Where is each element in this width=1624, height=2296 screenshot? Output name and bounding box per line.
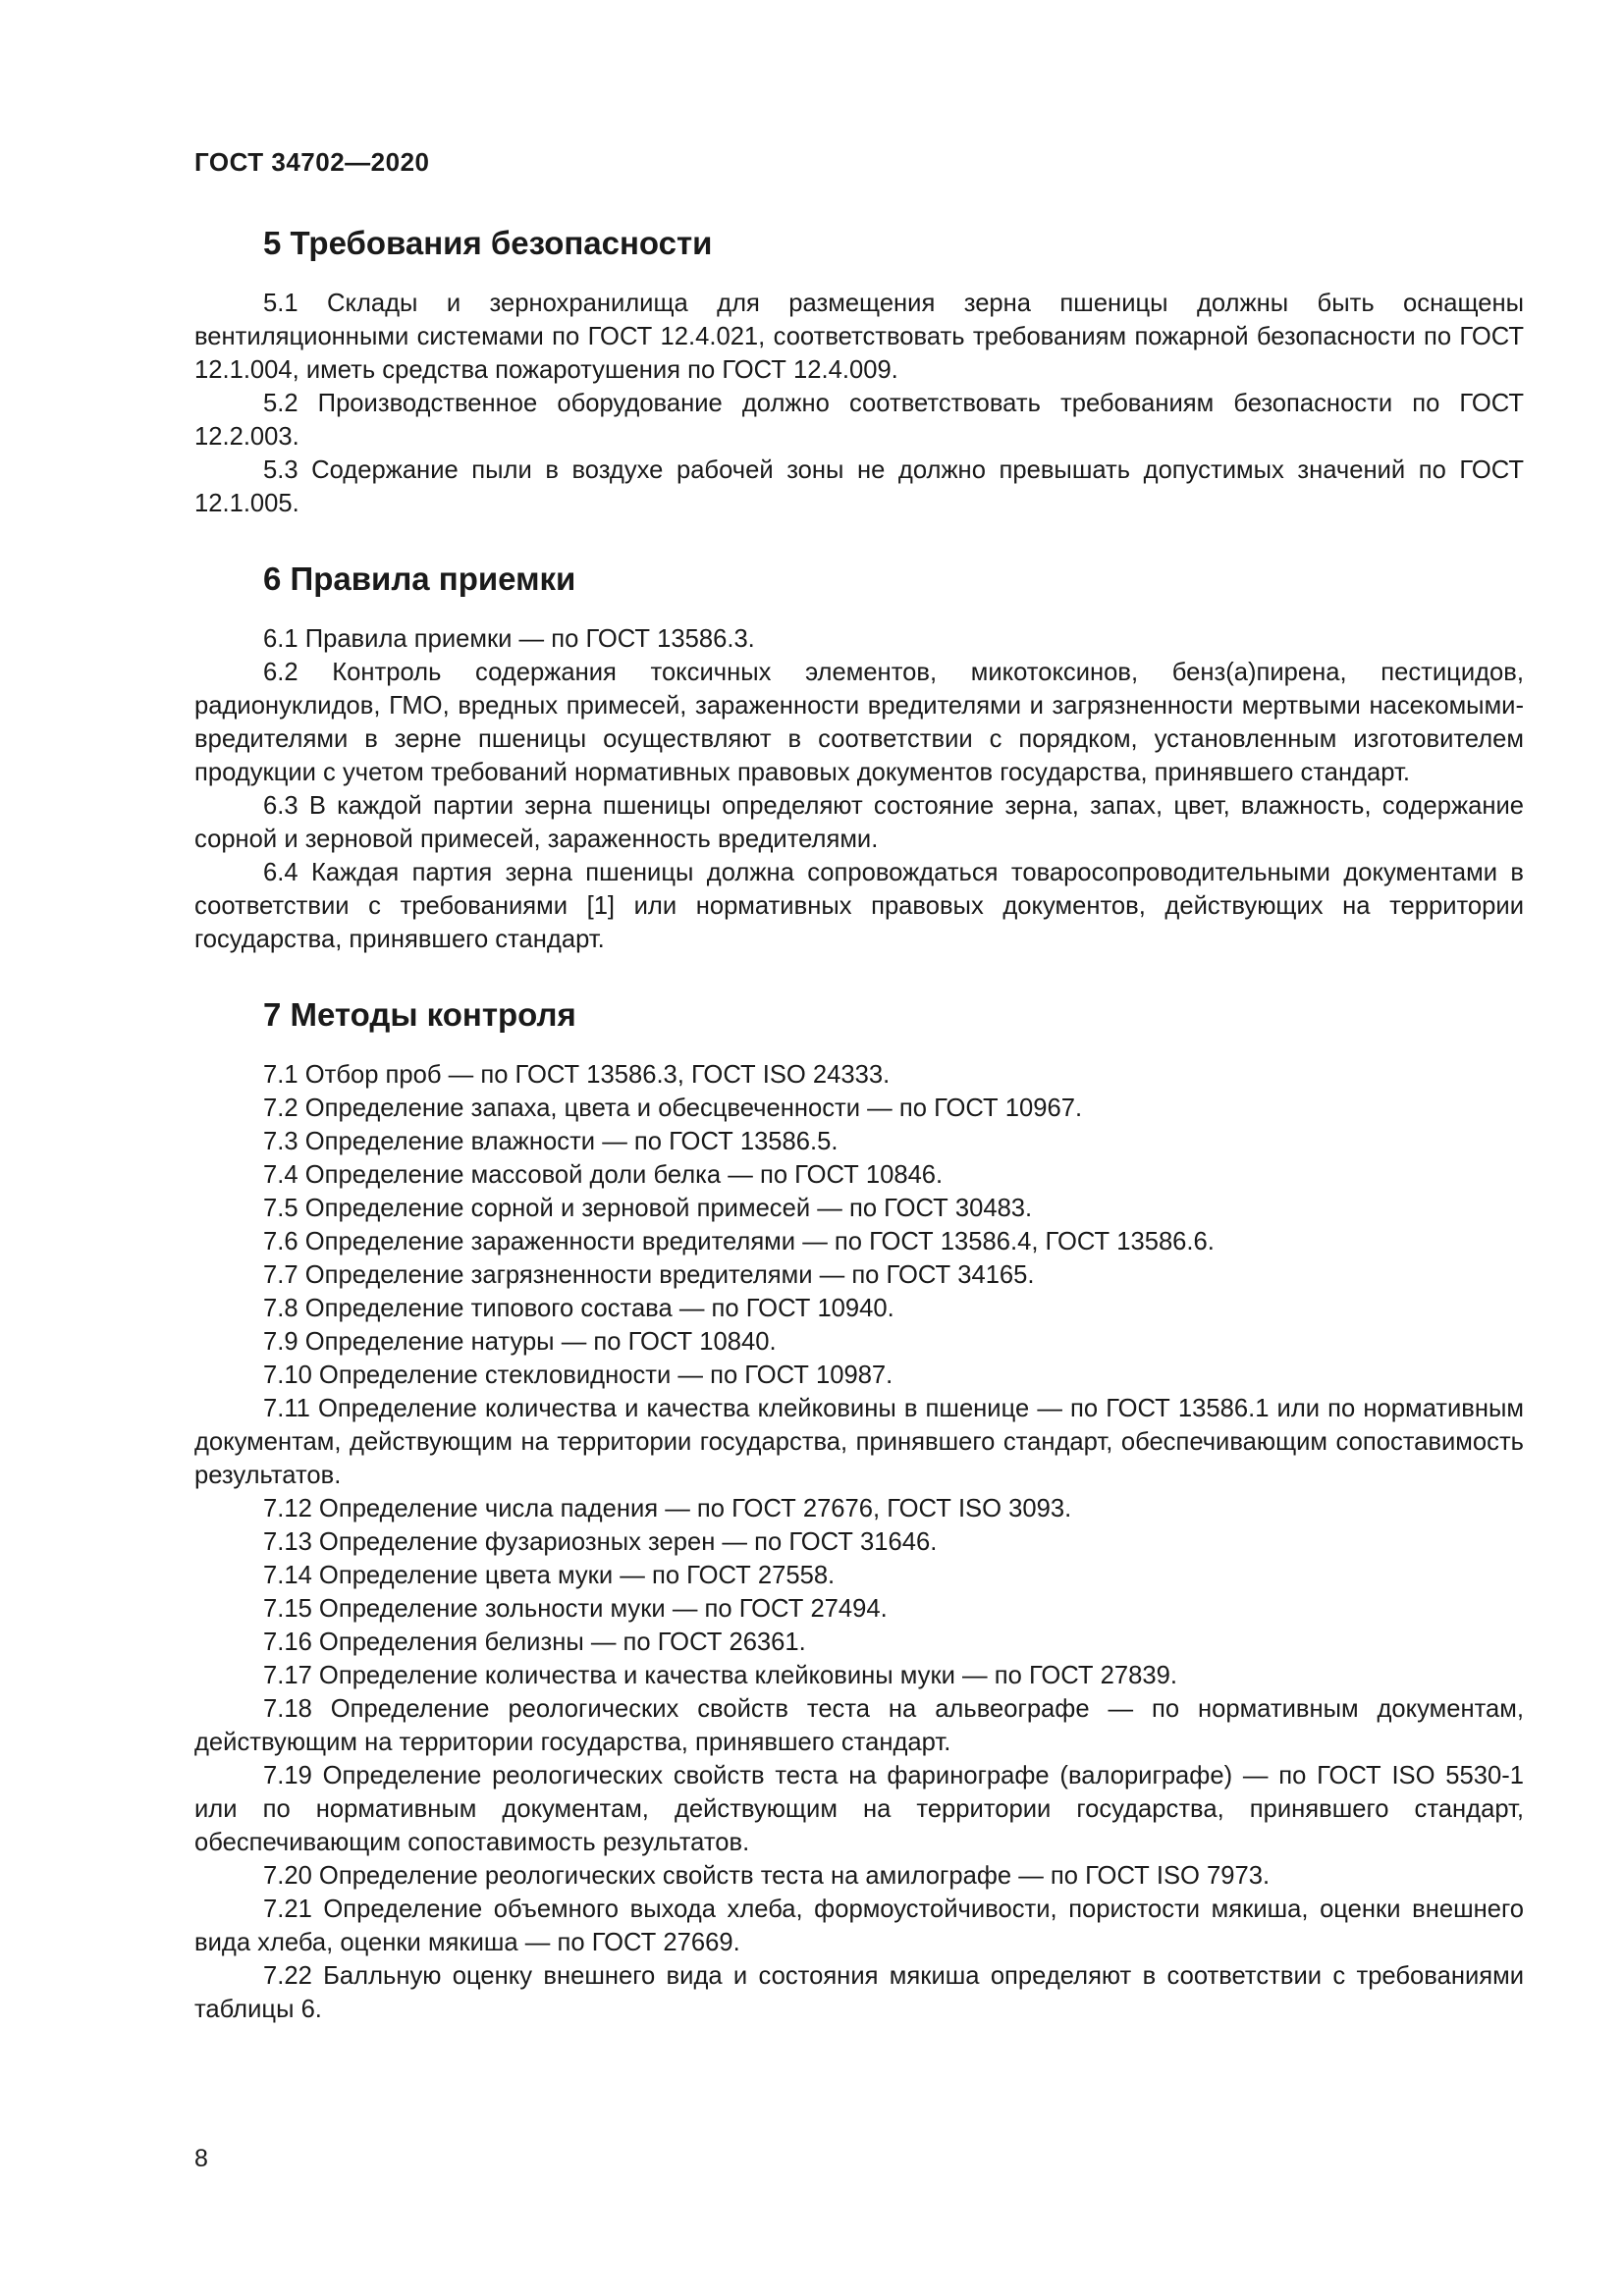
paragraph: 7.6 Определение зараженности вредителями — по ГОСТ 13586.4, ГОСТ 13586.6.: [263, 1228, 1215, 1255]
document-body: [194, 224, 1524, 2065]
section-6-acceptance: [194, 560, 1524, 956]
paragraph: 7.8 Определение типового состава — по ГОСТ 10940.: [263, 1295, 894, 1322]
paragraph: 7.2 Определение запаха, цвета и обесцвеченности — по ГОСТ 10967.: [263, 1095, 1083, 1122]
paragraph: 7.17 Определение количества и качества клейковины муки — по ГОСТ 27839.: [263, 1662, 1177, 1689]
paragraph: 6.2 Контроль содержания токсичных элементов, микотоксинов, бенз(а)пирена, пестицидов, радионуклидов, ГМО, вредных примесей, зараженности вредителями и загрязненности мертвыми насекомыми-вредителями в зерне пшеницы осуществляют в соответствии с порядком, установленным изготовителем продукции с учетом требований нормативных правовых документов государства, принявшего стандарт.: [194, 659, 1524, 786]
paragraph: 7.4 Определение массовой доли белка — по ГОСТ 10846.: [263, 1161, 944, 1189]
paragraph: 7.3 Определение влажности — по ГОСТ 13586.5.: [263, 1128, 839, 1155]
paragraph: 6.3 В каждой партии зерна пшеницы определяют состояние зерна, запах, цвет, влажность, содержание сорной и зерновой примесей, зараженность вредителями.: [194, 792, 1524, 853]
paragraph: 6.4 Каждая партия зерна пшеницы должна сопровождаться товаросопроводительными документами в соответствии с требованиями [1] или нормативных правовых документов, действующих на территории государства, принявшего стандарт.: [194, 859, 1524, 953]
paragraph: 7.15 Определение зольности муки — по ГОСТ 27494.: [263, 1595, 888, 1623]
section-title: 5 Требования безопасности: [263, 225, 713, 261]
paragraph: 6.1 Правила приемки — по ГОСТ 13586.3.: [263, 625, 755, 653]
page-number: 8: [194, 2145, 208, 2172]
paragraph: 5.2 Производственное оборудование должно соответствовать требованиям безопасности по ГОСТ 12.2.003.: [194, 390, 1524, 451]
paragraph: 7.9 Определение натуры — по ГОСТ 10840.: [263, 1328, 777, 1356]
paragraph: 7.12 Определение числа падения — по ГОСТ 27676, ГОСТ ISO 3093.: [263, 1495, 1072, 1522]
paragraph: 7.1 Отбор проб — по ГОСТ 13586.3, ГОСТ ISO 24333.: [263, 1061, 891, 1089]
paragraph: 7.20 Определение реологических свойств теста на амилографе — по ГОСТ ISO 7973.: [263, 1862, 1271, 1890]
paragraph: 7.13 Определение фузариозных зерен — по ГОСТ 31646.: [263, 1528, 938, 1556]
section-7-control-methods: [194, 995, 1524, 2026]
section-title: 6 Правила приемки: [263, 561, 576, 597]
paragraph: 7.22 Балльную оценку внешнего вида и состояния мякиша определяют в соответствии с требованиями таблицы 6.: [194, 1962, 1524, 2023]
paragraph: 7.5 Определение сорной и зерновой примесей — по ГОСТ 30483.: [263, 1195, 1033, 1222]
paragraph: 5.1 Склады и зернохранилища для размещения зерна пшеницы должны быть оснащены вентиляционными системами по ГОСТ 12.4.021, соответствовать требованиям пожарной безопасности по ГОСТ 12.1.004, иметь средства пожаротушения по ГОСТ 12.4.009.: [194, 290, 1524, 384]
section-5-safety: [194, 224, 1524, 520]
paragraph: 7.11 Определение количества и качества клейковины в пшенице — по ГОСТ 13586.1 или по нормативным документам, действующим на территории государства, принявшего стандарт, обеспечивающим сопоставимость результатов.: [194, 1395, 1524, 1489]
paragraph: 7.7 Определение загрязненности вредителями — по ГОСТ 34165.: [263, 1261, 1035, 1289]
paragraph: 7.18 Определение реологических свойств теста на альвеографе — по нормативным документам, действующим на территории государства, принявшего стандарт.: [194, 1695, 1524, 1756]
paragraph: 7.19 Определение реологических свойств теста на фаринографе (валориграфе) — по ГОСТ ISO 5530-1 или по нормативным документам, действующим на территории государства, принявшего стандарт, обеспечивающим сопоставимость результатов.: [194, 1762, 1524, 1856]
document-id-header: ГОСТ 34702—2020: [194, 147, 430, 177]
paragraph: 7.14 Определение цвета муки — по ГОСТ 27558.: [263, 1562, 836, 1589]
section-title: 7 Методы контроля: [263, 996, 576, 1033]
paragraph: 5.3 Содержание пыли в воздухе рабочей зоны не должно превышать допустимых значений по ГОСТ 12.1.005.: [194, 456, 1524, 517]
paragraph: 7.16 Определения белизны — по ГОСТ 26361.: [263, 1629, 806, 1656]
paragraph: 7.10 Определение стекловидности — по ГОСТ 10987.: [263, 1362, 893, 1389]
paragraph: 7.21 Определение объемного выхода хлеба, формоустойчивости, пористости мякиша, оценки внешнего вида хлеба, оценки мякиша — по ГОСТ 27669.: [194, 1896, 1524, 1956]
